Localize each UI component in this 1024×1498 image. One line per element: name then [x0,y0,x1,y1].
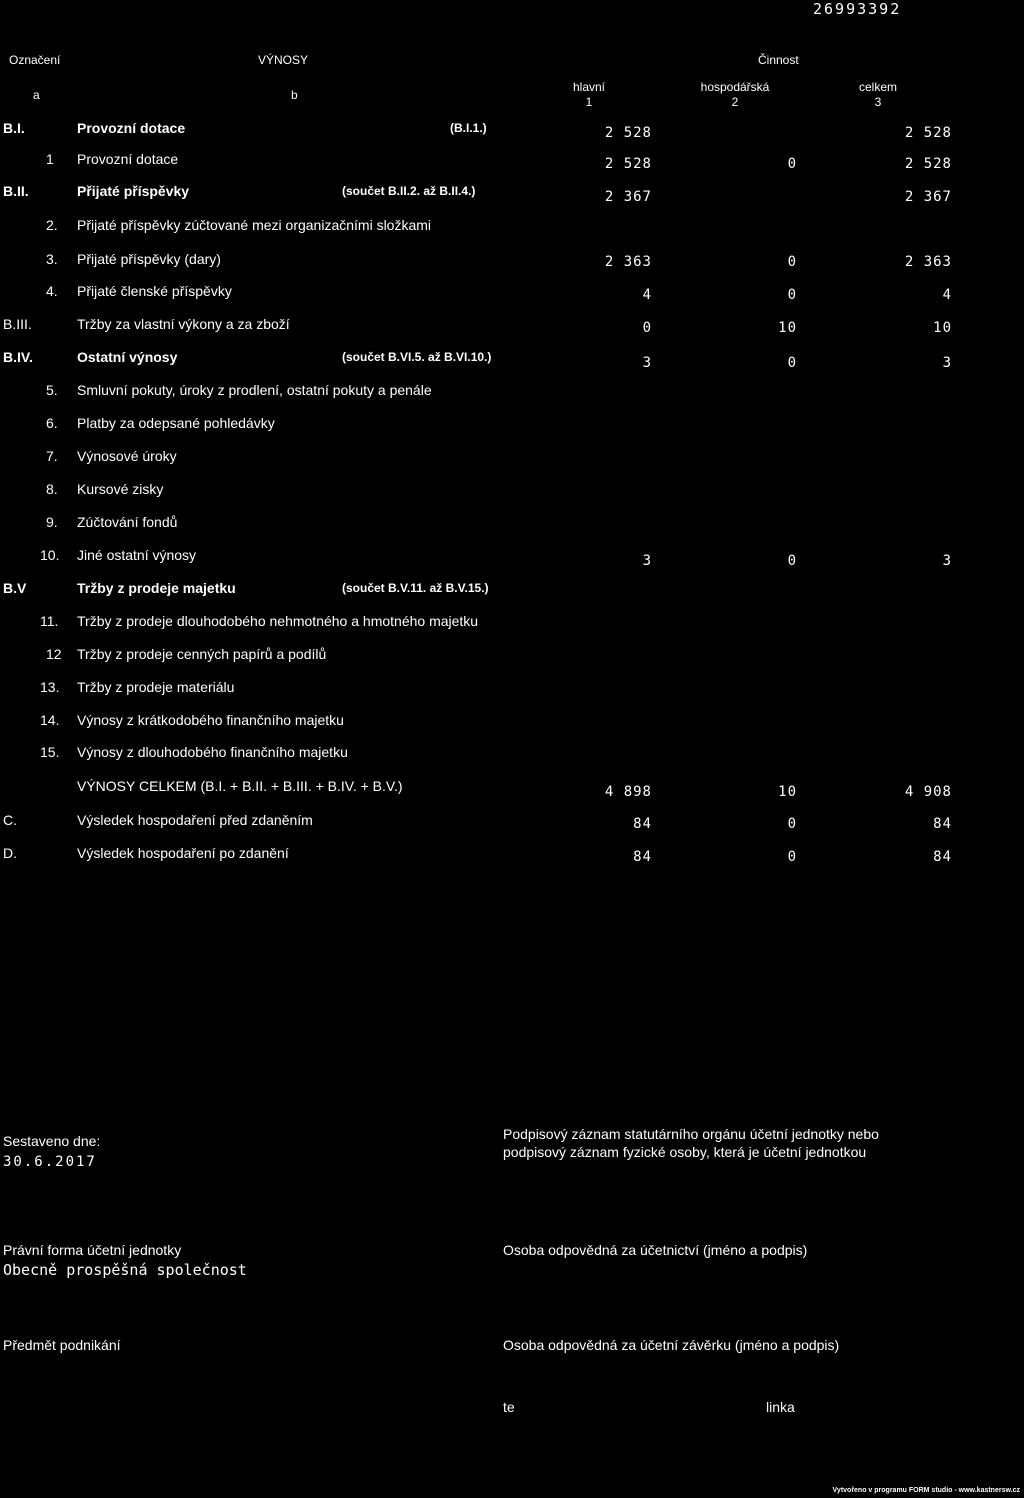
sestaveno-date: 30.6.2017 [3,1154,97,1170]
row-label: Tržby z prodeje cenných papírů a podílů [77,646,327,662]
row-label: Tržby z prodeje materiálu [77,679,235,695]
osoba-zaverka-label: Osoba odpovědná za účetní závěrku (jméno a podpis) [503,1337,840,1353]
row-code: 1 [46,151,54,167]
row-label: Smluvní pokuty, úroky z prodlení, ostatní pokuty a penále [77,382,432,398]
podpis-label-line1: Podpisový záznam statutárního orgánu účetní jednotky nebo [503,1126,879,1142]
value-celkem: 4 908 [904,784,952,800]
row-code: 8. [46,481,58,497]
row-code: 13. [40,679,60,695]
row-label: Výnosové úroky [77,448,177,464]
row-code: 14. [40,712,60,728]
row-code: 3. [46,251,58,267]
value-hlavni: 84 [633,849,652,865]
row-label: Přijaté členské příspěvky [77,283,232,299]
podpis-label-line2: podpisový záznam fyzické osoby, která je účetní jednotkou [503,1144,867,1160]
value-celkem: 4 [942,287,952,303]
value-hospodarska: 0 [787,553,797,569]
value-hlavni: 84 [633,816,652,832]
header-vynosy: VÝNOSY [258,53,309,67]
row-label: Výsledek hospodaření před zdaněním [77,812,313,828]
value-hlavni: 3 [642,553,652,569]
value-hlavni: 4 [642,287,652,303]
row-label: Výsledek hospodaření po zdanění [77,845,289,861]
row-sum-note: (součet B.VI.5. až B.VI.10.) [342,350,492,364]
value-celkem: 3 [942,355,952,371]
value-celkem: 2 367 [904,189,952,205]
value-hlavni: 4 898 [604,784,652,800]
row-label: Kursové zisky [77,481,164,497]
header-hlavni: hlavní [572,80,606,94]
value-hlavni: 3 [642,355,652,371]
value-hospodarska: 0 [787,355,797,371]
value-celkem: 2 363 [904,254,952,270]
value-hospodarska: 10 [778,784,797,800]
telefon-label: te [503,1399,515,1415]
row-label: Platby za odepsané pohledávky [77,415,275,431]
row-code: 7. [46,448,58,464]
value-hlavni: 2 363 [604,254,652,270]
value-celkem: 10 [933,320,952,336]
row-label: Provozní dotace [77,151,179,167]
header-celkem: celkem [858,80,897,94]
row-label: Tržby z prodeje dlouhodobého nehmotného a hmotného majetku [77,613,479,629]
value-hospodarska: 0 [787,816,797,832]
row-label: Výnosy z krátkodobého finančního majetku [77,712,344,728]
value-hlavni: 2 367 [604,189,652,205]
pravni-forma-value: Obecně prospěšná společnost [3,1261,247,1279]
row-code: 11. [40,613,59,629]
row-code: 10. [40,547,60,563]
row-code: B.IV. [3,349,33,365]
value-hospodarska: 0 [787,254,797,270]
row-label: Provozní dotace [77,120,186,136]
row-label: Jiné ostatní výnosy [77,547,197,563]
value-celkem: 84 [933,849,952,865]
header-cinnost: Činnost [758,53,799,67]
value-hospodarska: 0 [787,156,797,172]
linka-label: linka [766,1399,795,1415]
row-code: 15. [40,744,60,760]
row-label: Zúčtování fondů [77,514,178,530]
value-hospodarska: 10 [778,320,797,336]
header-hospodarska-number: 2 [731,95,739,109]
row-code: B.V [3,580,27,596]
row-label: Tržby z prodeje majetku [77,580,236,596]
pravni-forma-label: Právní forma účetní jednotky [3,1242,182,1258]
form-studio-credit: Vytvořeno v programu FORM studio - www.kastnersw.cz [832,1487,1020,1494]
header-oznaceni: Označení [9,53,61,67]
row-label: Výnosy z dlouhodobého finančního majetku [77,744,348,760]
row-code: D. [3,845,17,861]
row-sum-note: (součet B.II.2. až B.II.4.) [342,184,476,198]
row-code: 2. [46,217,58,233]
row-sum-note: (B.I.1.) [450,121,487,135]
row-code: 4. [46,283,58,299]
document-id-number: 26993392 [813,0,902,18]
row-code: 5. [46,382,58,398]
row-label: Přijaté příspěvky (dary) [77,251,221,267]
row-label: Přijaté příspěvky zúčtované mezi organizačními složkami [77,217,432,233]
total-label: VÝNOSY CELKEM (B.I. + B.II. + B.III. + B.IV. + B.V.) [77,778,403,794]
value-celkem: 2 528 [904,125,952,141]
header-celkem-number: 3 [874,95,882,109]
header-hlavni-number: 1 [585,95,593,109]
value-celkem: 84 [933,816,952,832]
row-code: B.II. [3,183,29,199]
row-code: 6. [46,415,58,431]
header-col-b: b [291,88,298,102]
row-code: C. [3,812,17,828]
row-label: Přijaté příspěvky [77,183,190,199]
value-hlavni: 2 528 [604,156,652,172]
value-hospodarska: 0 [787,287,797,303]
row-label: Tržby za vlastní výkony a za zboží [77,316,290,332]
header-col-a: a [33,88,40,102]
header-hospodarska: hospodářská [700,80,770,94]
sestaveno-label: Sestaveno dne: [3,1133,101,1149]
row-sum-note: (součet B.V.11. až B.V.15.) [342,581,489,595]
value-celkem: 2 528 [904,156,952,172]
row-code: 9. [46,514,58,530]
value-hlavni: 0 [642,320,652,336]
value-hlavni: 2 528 [604,125,652,141]
row-code: B.I. [3,120,25,136]
predmet-podnikani-label: Předmět podnikání [3,1337,121,1353]
row-code: 12 [46,646,62,662]
value-celkem: 3 [942,553,952,569]
value-hospodarska: 0 [787,849,797,865]
row-label: Ostatní výnosy [77,349,178,365]
row-code: B.III. [3,316,32,332]
osoba-ucetnictvi-label: Osoba odpovědná za účetnictví (jméno a podpis) [503,1242,808,1258]
